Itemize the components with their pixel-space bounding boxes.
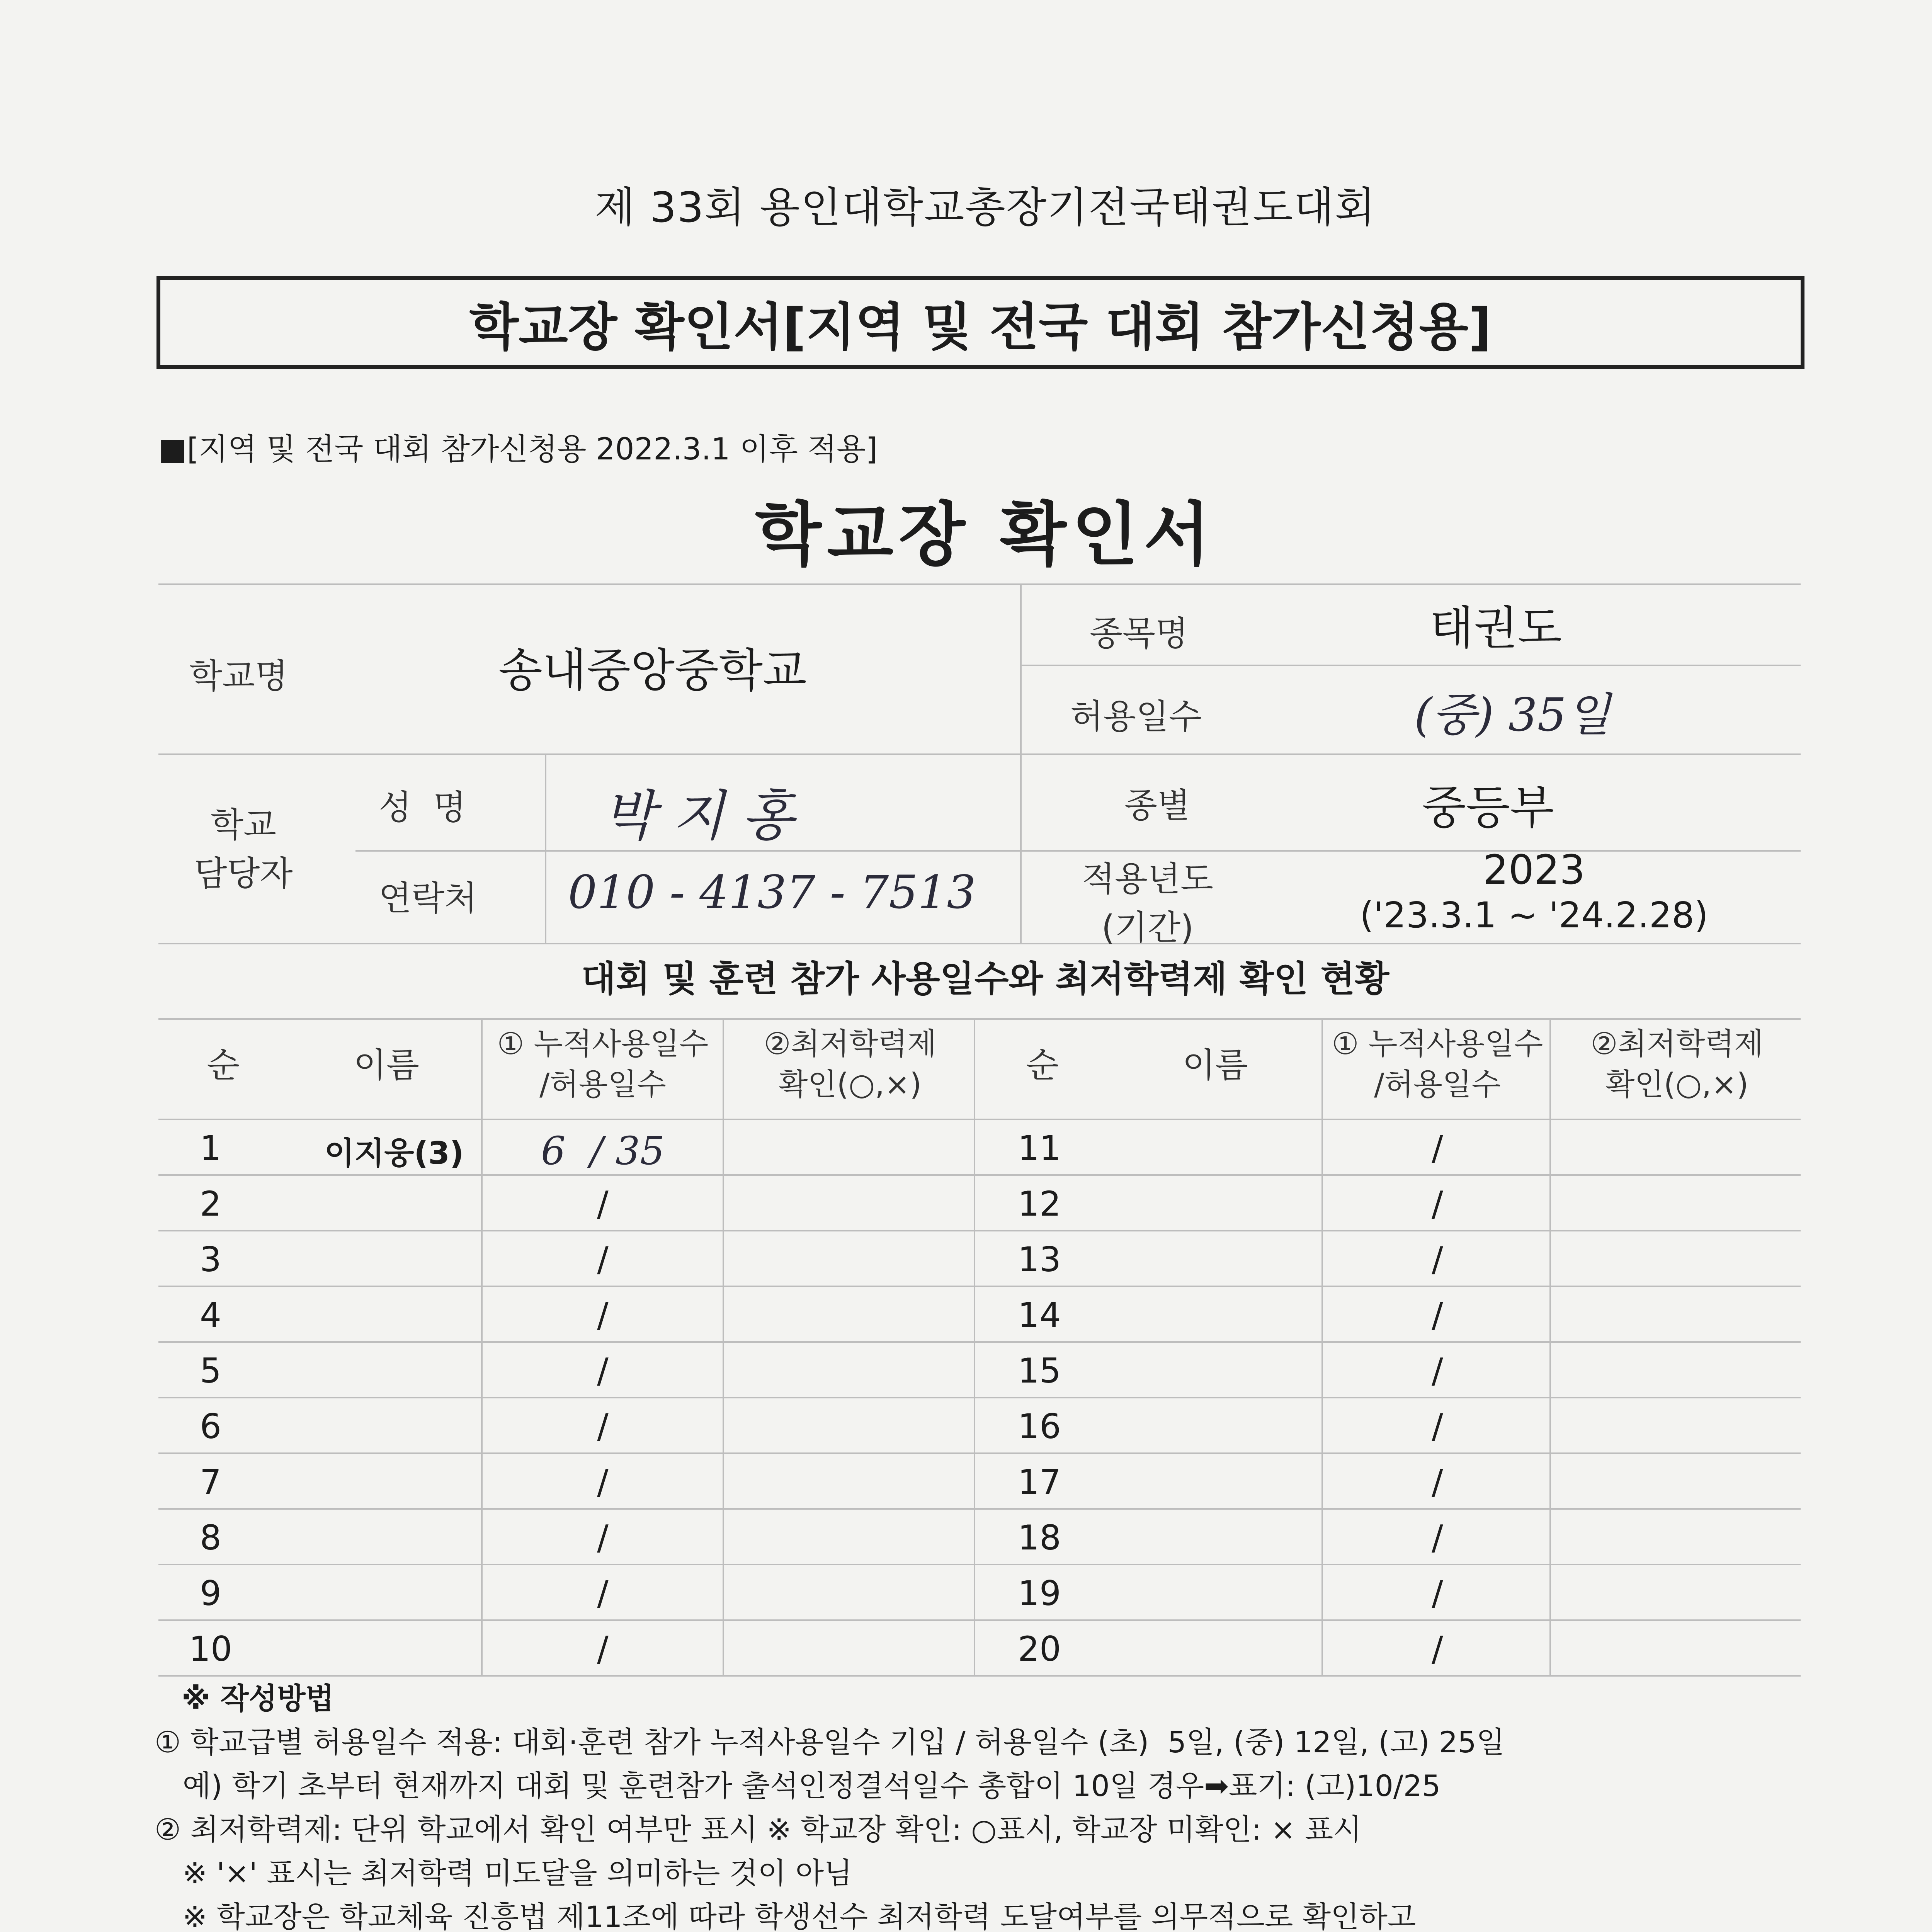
table-row-divider: [158, 1341, 974, 1343]
row-no-cell: 12: [1018, 1184, 1061, 1224]
table-row-divider: [974, 1564, 1801, 1565]
row-days-cell: 6 / 35: [541, 1128, 665, 1173]
table-row-divider: [974, 1397, 1801, 1398]
row-days-cell: /: [1432, 1406, 1443, 1446]
usage-col-divider: [481, 1018, 483, 1675]
applicability-notice: ■[지역 및 전국 대회 참가신청용 2022.3.1 이후 적용]: [158, 432, 878, 467]
row-days-cell: /: [597, 1295, 609, 1335]
table-row-divider: [974, 1286, 1801, 1287]
row-days-cell: /: [1432, 1351, 1443, 1391]
table-row-divider: [158, 1230, 974, 1231]
contact-label-line1: 학교: [210, 805, 277, 845]
year-label-line2: (기간): [1101, 908, 1194, 947]
row-no-cell: 15: [1018, 1351, 1061, 1391]
contact-person-label: [178, 798, 309, 895]
right-col-days-header: [1323, 1024, 1551, 1105]
boxed-title-text: 학교장 확인서[지역 및 전국 대회 참가신청용]: [469, 298, 1492, 357]
table-row-divider: [974, 1452, 1801, 1454]
instructions-heading: ※ 작성방법: [182, 1681, 334, 1716]
table-row-divider: [158, 1452, 974, 1454]
contact-name-label: 성 명: [379, 787, 466, 827]
instruction-line: ② 최저학력제: 단위 학교에서 확인 여부만 표시 ※ 학교장 확인: ○표시, 학교장 미확인: × 표시: [155, 1812, 1362, 1847]
row-no-cell: 18: [1018, 1518, 1061, 1558]
left-check-header-line2: 확인(○,×): [779, 1067, 922, 1102]
usage-col-divider: [1321, 1018, 1323, 1675]
row-no-cell: 6: [200, 1406, 221, 1446]
sport-value: 태권도: [1430, 601, 1562, 655]
row-no-cell: 8: [200, 1518, 221, 1558]
school-name-value: 송내중앙중학교: [498, 644, 807, 697]
row-no-cell: 17: [1018, 1462, 1061, 1502]
row-no-cell: 11: [1018, 1128, 1061, 1168]
row-no-cell: 10: [189, 1629, 232, 1669]
row-days-cell: /: [1432, 1518, 1443, 1558]
table-row-divider: [974, 1174, 1801, 1176]
table-row-divider: [974, 1619, 1801, 1621]
boxed-document-title: [156, 276, 1804, 369]
row-days-cell: /: [597, 1573, 609, 1613]
table-row-divider: [974, 1230, 1801, 1231]
left-col-no-header: 순: [207, 1045, 240, 1085]
division-value: 중등부: [1422, 781, 1554, 834]
table-row-divider: [158, 1619, 974, 1621]
row-no-cell: 1: [200, 1128, 221, 1168]
allowed-days-label: 허용일수: [1070, 697, 1202, 736]
table-row-divider: [974, 1341, 1801, 1343]
contact-label-line2: 담당자: [194, 854, 293, 893]
division-label: 종별: [1124, 786, 1190, 825]
right-col-no-header: 순: [1026, 1045, 1059, 1085]
table-row-divider: [158, 1174, 974, 1176]
info-table-top-border: [158, 583, 1801, 585]
instruction-line: ※ 학교장은 학교체육 진흥법 제11조에 따라 학생선수 최저학력 도달여부를 의무적으로 확인하고: [155, 1900, 1416, 1932]
left-col-name-header: 이름: [354, 1045, 420, 1085]
table-row-divider: [974, 1508, 1801, 1510]
row-no-cell: 19: [1018, 1573, 1061, 1613]
info-table-bottom-border: [158, 943, 1801, 944]
info-col-divider: [545, 753, 546, 943]
contact-phone-value: 010 - 4137 - 7513: [568, 866, 976, 919]
contact-phone-label: 연락처: [379, 878, 478, 918]
info-row-divider: [1020, 665, 1801, 666]
year-label-line1: 적용년도: [1082, 859, 1214, 899]
instruction-line: 예) 학기 초부터 현재까지 대회 및 훈련참가 출석인정결석일수 총합이 10일 경우➡표기: (고)10/25: [155, 1769, 1441, 1803]
row-no-cell: 2: [200, 1184, 221, 1224]
row-days-cell: /: [1432, 1295, 1443, 1335]
row-days-cell: /: [597, 1351, 609, 1391]
competition-title: 제 33회 용인대학교총장기전국태권도대회: [595, 184, 1376, 232]
table-row-divider: [158, 1397, 974, 1398]
row-no-cell: 20: [1018, 1629, 1061, 1669]
row-days-cell: /: [1432, 1629, 1443, 1669]
page-title: 학교장 확인서: [755, 495, 1216, 575]
table-row-divider: [974, 1675, 1801, 1677]
table-row-divider: [158, 1508, 974, 1510]
right-col-name-header: 이름: [1182, 1045, 1248, 1085]
row-days-cell: /: [597, 1240, 609, 1279]
applicable-year-label: [1039, 852, 1256, 949]
row-no-cell: 4: [200, 1295, 221, 1335]
table-row-divider: [158, 1286, 974, 1287]
row-no-cell: 7: [200, 1462, 221, 1502]
usage-section-title: 대회 및 훈련 참가 사용일수와 최저학력제 확인 현황: [581, 958, 1389, 1000]
left-check-header-line1: ②최저학력제: [764, 1027, 937, 1061]
row-days-cell: /: [597, 1518, 609, 1558]
row-name-cell: 이지웅(3): [324, 1135, 464, 1171]
contact-name-value: 박 지 홍: [603, 785, 794, 848]
applicable-period-value: ('23.3.1 ~ '24.2.28): [1360, 895, 1708, 936]
row-no-cell: 14: [1018, 1295, 1061, 1335]
right-col-check-header: [1551, 1024, 1803, 1105]
row-no-cell: 13: [1018, 1240, 1061, 1279]
row-days-cell: /: [597, 1184, 609, 1224]
info-col-divider: [1020, 583, 1022, 943]
right-check-header-line1: ②최저학력제: [1590, 1027, 1764, 1061]
instruction-line: ① 학교급별 허용일수 적용: 대회·훈련 참가 누적사용일수 기입 / 허용일수 (초) 5일, (중) 12일, (고) 25일: [155, 1725, 1505, 1759]
instruction-line: ※ '×' 표시는 최저학력 미도달을 의미하는 것이 아님: [155, 1856, 852, 1890]
usage-col-divider: [974, 1018, 975, 1675]
left-col-days-header: [483, 1024, 723, 1105]
row-days-cell: /: [597, 1462, 609, 1502]
row-no-cell: 9: [200, 1573, 221, 1613]
row-days-cell: /: [1432, 1573, 1443, 1613]
row-no-cell: 3: [200, 1240, 221, 1279]
usage-table-top-border: [158, 1018, 1801, 1020]
row-days-cell: /: [597, 1629, 609, 1669]
row-days-cell: /: [1432, 1240, 1443, 1279]
sport-label: 종목명: [1090, 614, 1189, 653]
usage-header-divider: [158, 1119, 1801, 1120]
info-row-divider: [158, 753, 1801, 755]
table-row-divider: [158, 1675, 974, 1677]
row-days-cell: /: [1432, 1128, 1443, 1168]
applicable-year-value: 2023: [1483, 846, 1585, 893]
right-days-header-line1: ① 누적사용일수: [1332, 1027, 1543, 1061]
right-days-header-line2: /허용일수: [1374, 1067, 1501, 1102]
school-name-label: 학교명: [189, 656, 288, 696]
left-days-header-line2: /허용일수: [539, 1067, 666, 1102]
right-check-header-line2: 확인(○,×): [1605, 1067, 1748, 1102]
row-no-cell: 5: [200, 1351, 221, 1391]
left-days-header-line1: ① 누적사용일수: [497, 1027, 709, 1061]
row-no-cell: 16: [1018, 1406, 1061, 1446]
row-days-cell: /: [597, 1406, 609, 1446]
allowed-days-value: (중) 35일: [1414, 688, 1611, 742]
row-days-cell: /: [1432, 1462, 1443, 1502]
table-row-divider: [158, 1564, 974, 1565]
left-col-check-header: [726, 1024, 974, 1105]
row-days-cell: /: [1432, 1184, 1443, 1224]
usage-col-divider: [723, 1018, 724, 1675]
